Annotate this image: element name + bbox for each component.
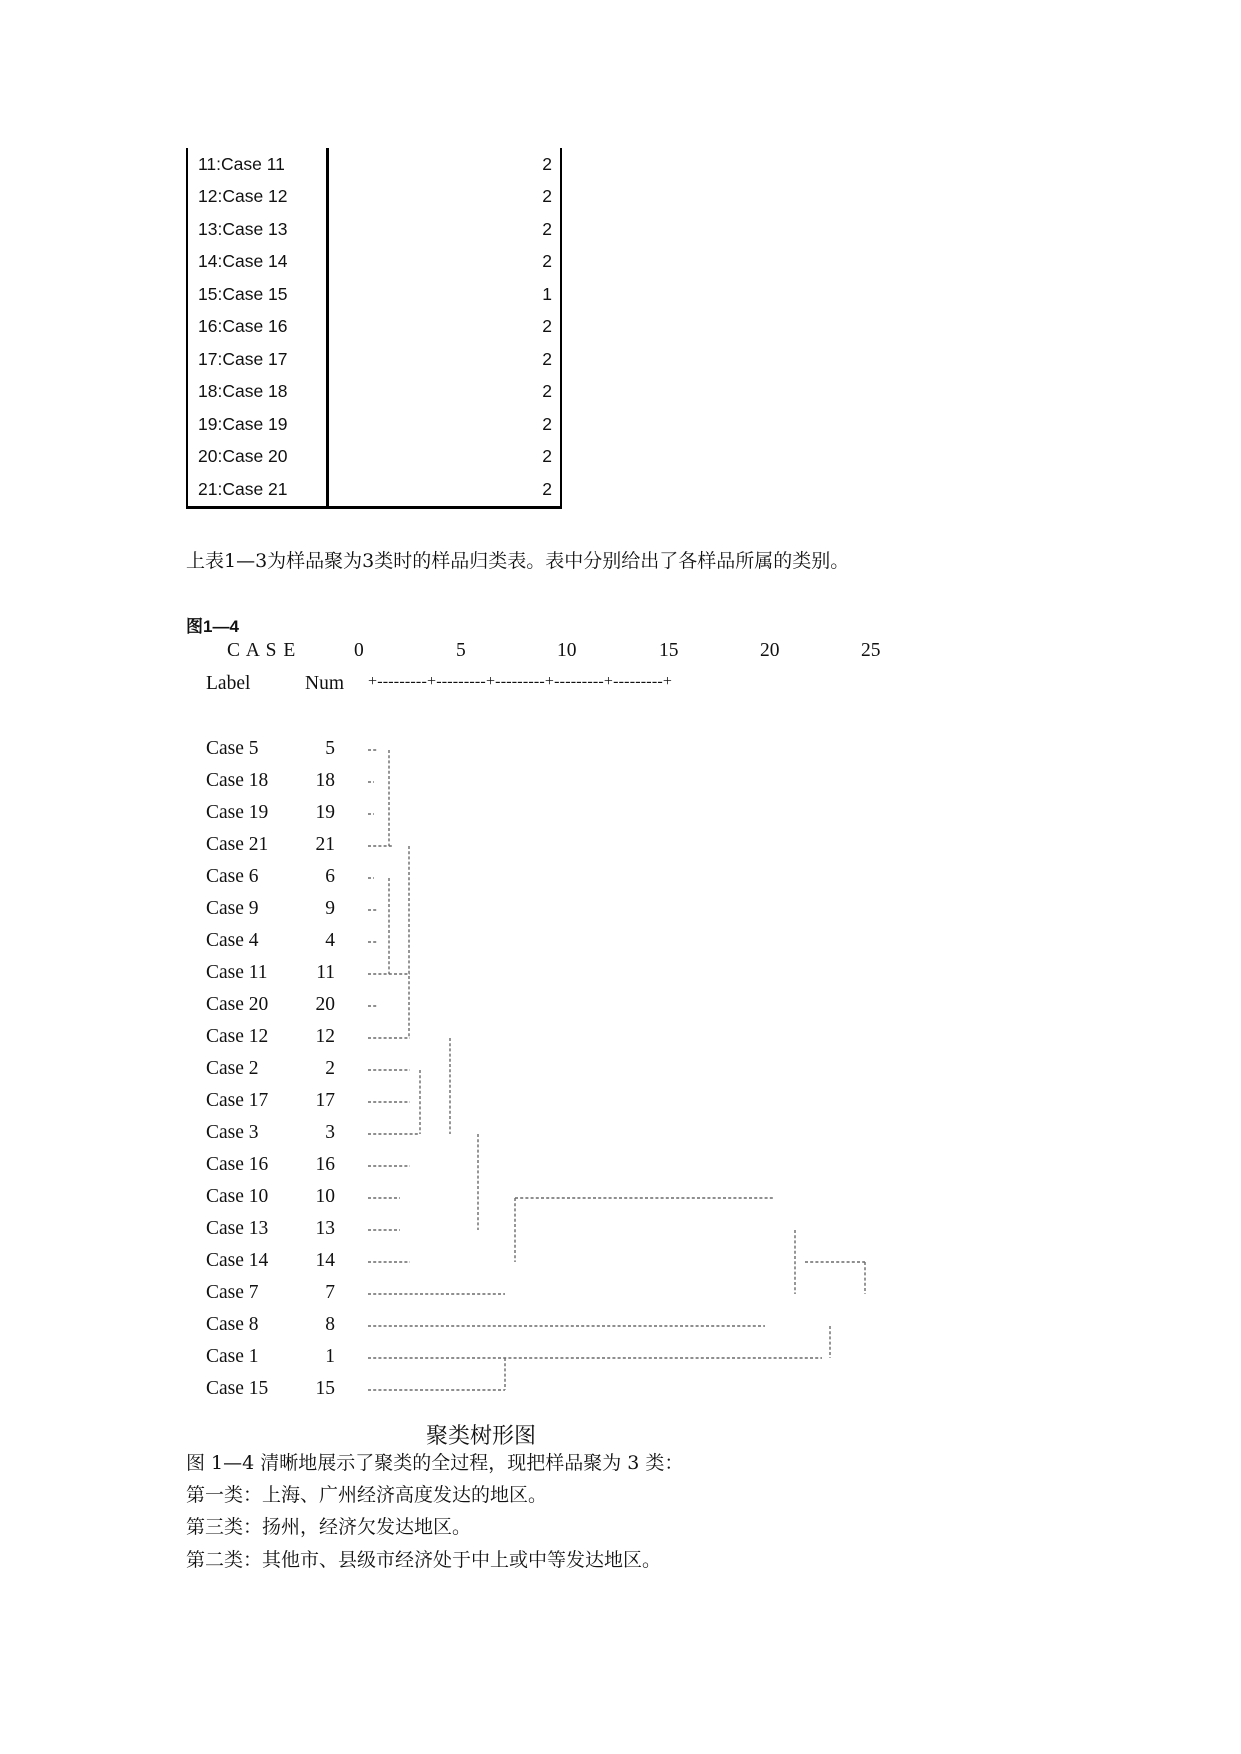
dendrogram-case-num: 21	[315, 834, 335, 855]
cluster-cell: 2	[542, 251, 552, 272]
dendrogram-case-num: 19	[315, 802, 335, 823]
cluster-cell: 1	[542, 283, 552, 304]
dendrogram-case-label: Case 11	[206, 962, 268, 983]
dendrogram-case-label: Case 21	[206, 834, 269, 855]
cluster-cell: 2	[542, 413, 552, 434]
dendrogram-case-num: 16	[315, 1154, 335, 1175]
header-label: Label	[206, 673, 251, 694]
figure-label: 图1—4	[186, 617, 239, 636]
dendrogram-case-label: Case 14	[206, 1250, 269, 1271]
dendrogram-case-num: 20	[315, 994, 335, 1015]
dendrogram-case-label: Case 6	[206, 866, 259, 887]
scale-tick-label: 0	[354, 640, 364, 661]
dendrogram-case-label: Case 3	[206, 1122, 259, 1143]
dendrogram-case-num: 15	[315, 1378, 335, 1399]
header-num: Num	[305, 673, 344, 694]
case-cell: 20:Case 20	[187, 441, 328, 474]
dendrogram-case-num: 13	[315, 1218, 335, 1239]
dendrogram-case-num: 18	[315, 770, 335, 791]
dendrogram-case-num: 17	[315, 1090, 335, 1111]
dendrogram-case-label: Case 19	[206, 802, 269, 823]
case-cell: 12:Case 12	[187, 181, 328, 214]
cluster-cell: 2	[542, 478, 552, 499]
cluster-cell: 2	[542, 316, 552, 337]
table-caption-paragraph: 上表1—3为样品聚为3类时的样品归类表。表中分别给出了各样品所属的类别。	[186, 550, 850, 572]
case-cell: 19:Case 19	[187, 408, 328, 441]
dendrogram-case-label: Case 4	[206, 930, 259, 951]
cluster-cell: 2	[542, 186, 552, 207]
cluster-cell: 2	[542, 153, 552, 174]
conclusion-class-3: 第三类：扬州，经济欠发达地区。	[186, 1516, 472, 1538]
dendrogram-case-label: Case 12	[206, 1026, 269, 1047]
case-cell: 16:Case 16	[187, 311, 328, 344]
conclusion-intro: 图 1—4 清晰地展示了聚类的全过程，现把样品聚为 3 类：	[186, 1452, 684, 1474]
cluster-cell: 2	[542, 348, 552, 369]
dendrogram-case-label: Case 2	[206, 1058, 259, 1079]
scale-tick-label: 25	[861, 640, 881, 661]
scale-tick-label: 10	[557, 640, 577, 661]
dendrogram-case-num: 8	[325, 1314, 335, 1335]
dendrogram-case-num: 4	[325, 930, 335, 951]
dendrogram-case-num: 1	[325, 1346, 335, 1367]
dendrogram-case-label: Case 7	[206, 1282, 259, 1303]
dendrogram-case-label: Case 8	[206, 1314, 259, 1335]
conclusion-class-1: 第一类：上海、广州经济高度发达的地区。	[186, 1484, 548, 1506]
scale-rule: +---------+---------+---------+---------+---------+	[368, 673, 673, 690]
conclusion-class-2: 第二类：其他市、县级市经济处于中上或中等发达地区。	[186, 1549, 662, 1571]
dendrogram-title: 聚类树形图	[426, 1424, 537, 1449]
dendrogram-case-label: Case 10	[206, 1186, 269, 1207]
cluster-cell: 2	[542, 381, 552, 402]
dendrogram-case-num: 6	[325, 866, 335, 887]
dendrogram-case-num: 14	[315, 1250, 335, 1271]
dendrogram-case-num: 10	[315, 1186, 335, 1207]
scale-tick-label: 20	[760, 640, 780, 661]
dendrogram-case-num: 7	[325, 1282, 335, 1303]
dendrogram-case-label: Case 15	[206, 1378, 269, 1399]
case-cell: 11:Case 11	[187, 148, 328, 181]
dendrogram-case-num: 12	[315, 1026, 335, 1047]
case-cell: 17:Case 17	[187, 343, 328, 376]
scale-tick-label: 15	[659, 640, 679, 661]
dendrogram-case-num: 11	[316, 962, 335, 983]
scale-tick-label: 5	[456, 640, 466, 661]
header-case: C A S E	[227, 640, 297, 661]
case-cell: 13:Case 13	[187, 213, 328, 246]
dendrogram-case-label: Case 5	[206, 738, 259, 759]
case-cell: 15:Case 15	[187, 278, 328, 311]
dendrogram-case-label: Case 17	[206, 1090, 269, 1111]
cluster-cell: 2	[542, 446, 552, 467]
dendrogram-case-label: Case 1	[206, 1346, 259, 1367]
dendrogram-case-label: Case 18	[206, 770, 269, 791]
case-cell: 21:Case 21	[187, 473, 328, 507]
case-cell: 14:Case 14	[187, 246, 328, 279]
dendrogram-case-num: 5	[325, 738, 335, 759]
dendrogram-case-num: 3	[325, 1122, 335, 1143]
dendrogram-case-label: Case 16	[206, 1154, 269, 1175]
dendrogram-case-label: Case 9	[206, 898, 259, 919]
dendrogram-case-num: 2	[325, 1058, 335, 1079]
dendrogram-case-num: 9	[325, 898, 335, 919]
dendrogram-case-label: Case 13	[206, 1218, 269, 1239]
cluster-cell: 2	[542, 218, 552, 239]
dendrogram-case-label: Case 20	[206, 994, 269, 1015]
case-cell: 18:Case 18	[187, 376, 328, 409]
